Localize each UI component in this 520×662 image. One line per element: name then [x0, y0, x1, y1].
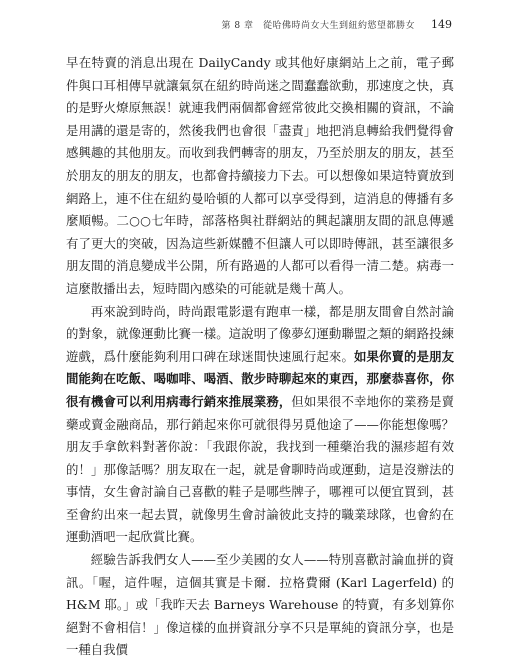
body-text — [66, 52, 454, 662]
running-head — [0, 18, 452, 31]
text-segment: 經驗告訴我們女人——至少美國的女人——特別喜歡討論血拼的資訊。「喔，這件喔，這個其實是卡爾．拉格費爾 (Karl Lagerfeld) 的 H&M 耶。」或「我昨天去 Barneys Warehouse 的特賣，有多划算你絕對不會相信！」像這樣的血拼資訊分享不只是單純的資訊分享，也是一種自我價 — [66, 552, 454, 658]
paragraph — [66, 52, 454, 301]
page-number: 149 — [431, 18, 452, 31]
chapter-title: 第 8 章 從哈佛時尚女大生到紐約慾望都勝女 — [221, 21, 415, 31]
paragraph — [66, 549, 454, 662]
text-segment: 早在特賣的消息出現在 DailyCandy 或其他好康網站上之前，電子郵件與口耳相傳早就讓氣氛在紐約時尚迷之間蠢蠢欲動，那速度之快，真的是野火燎原無誤！就連我們兩個都會經常彼此交換相關的資訊，不論是用講的還是寄的，然後我們也會很「盡責」地把消息轉給我們覺得會感興趣的其他朋友。而收到我們轉寄的朋友，乃至於朋友的朋友，甚至於朋友的朋友的朋友，也都會持續接力下去。可以想像如果這特賣放到網路上，連不住在紐約曼哈頓的人都可以享受得到，這消息的傳播有多麼順暢。二○○七年時，部落格與社群網站的興起讓朋友間的訊息傳遞有了更大的突破，因為這些新媒體不但讓人可以即時傳訊，甚至讓很多朋友間的消息變成半公開，所有路過的人都可以看得一清二楚。病毒一這麼散播出去，短時間內感染的可能就是幾十萬人。 — [66, 55, 454, 296]
bold-text-segment: 如果你賣的是朋友間能夠在吃飯、喝咖啡、喝酒、散步時聊起來的東西，那麼恭喜你，你很有機會可以利用病毒行銷來推展業務， — [66, 348, 455, 409]
paragraph — [66, 301, 454, 550]
text-segment: 但如果很不幸地你的業務是賣藥或賣金融商品，那行銷起來你可就很得另覓他途了——你能想像嗎？朋友手拿飲料對著你說：「我跟你說，我找到一種藥治我的濕疹超有效的！」那像話嗎？朋友取在一起，就是會聊時尚或運動，這是沒辦法的事情，女生會討論自己喜歡的鞋子是哪些牌子，哪裡可以便宜買到，甚至會約出來一起去買，就像男生會討論彼此支持的職業球隊，也會約在運動酒吧一起欣賞比賽。 — [66, 393, 455, 545]
text-segment: 再來說到時尚，時尚跟電影還有跑車一樣，都是朋友間會自然討論的對象，就像運動比賽一樣。這說明了像夢幻運動聯盟之類的網路投練遊戲，爲什麼能夠利用口碑在球迷間快速風行起來。 — [66, 303, 454, 364]
